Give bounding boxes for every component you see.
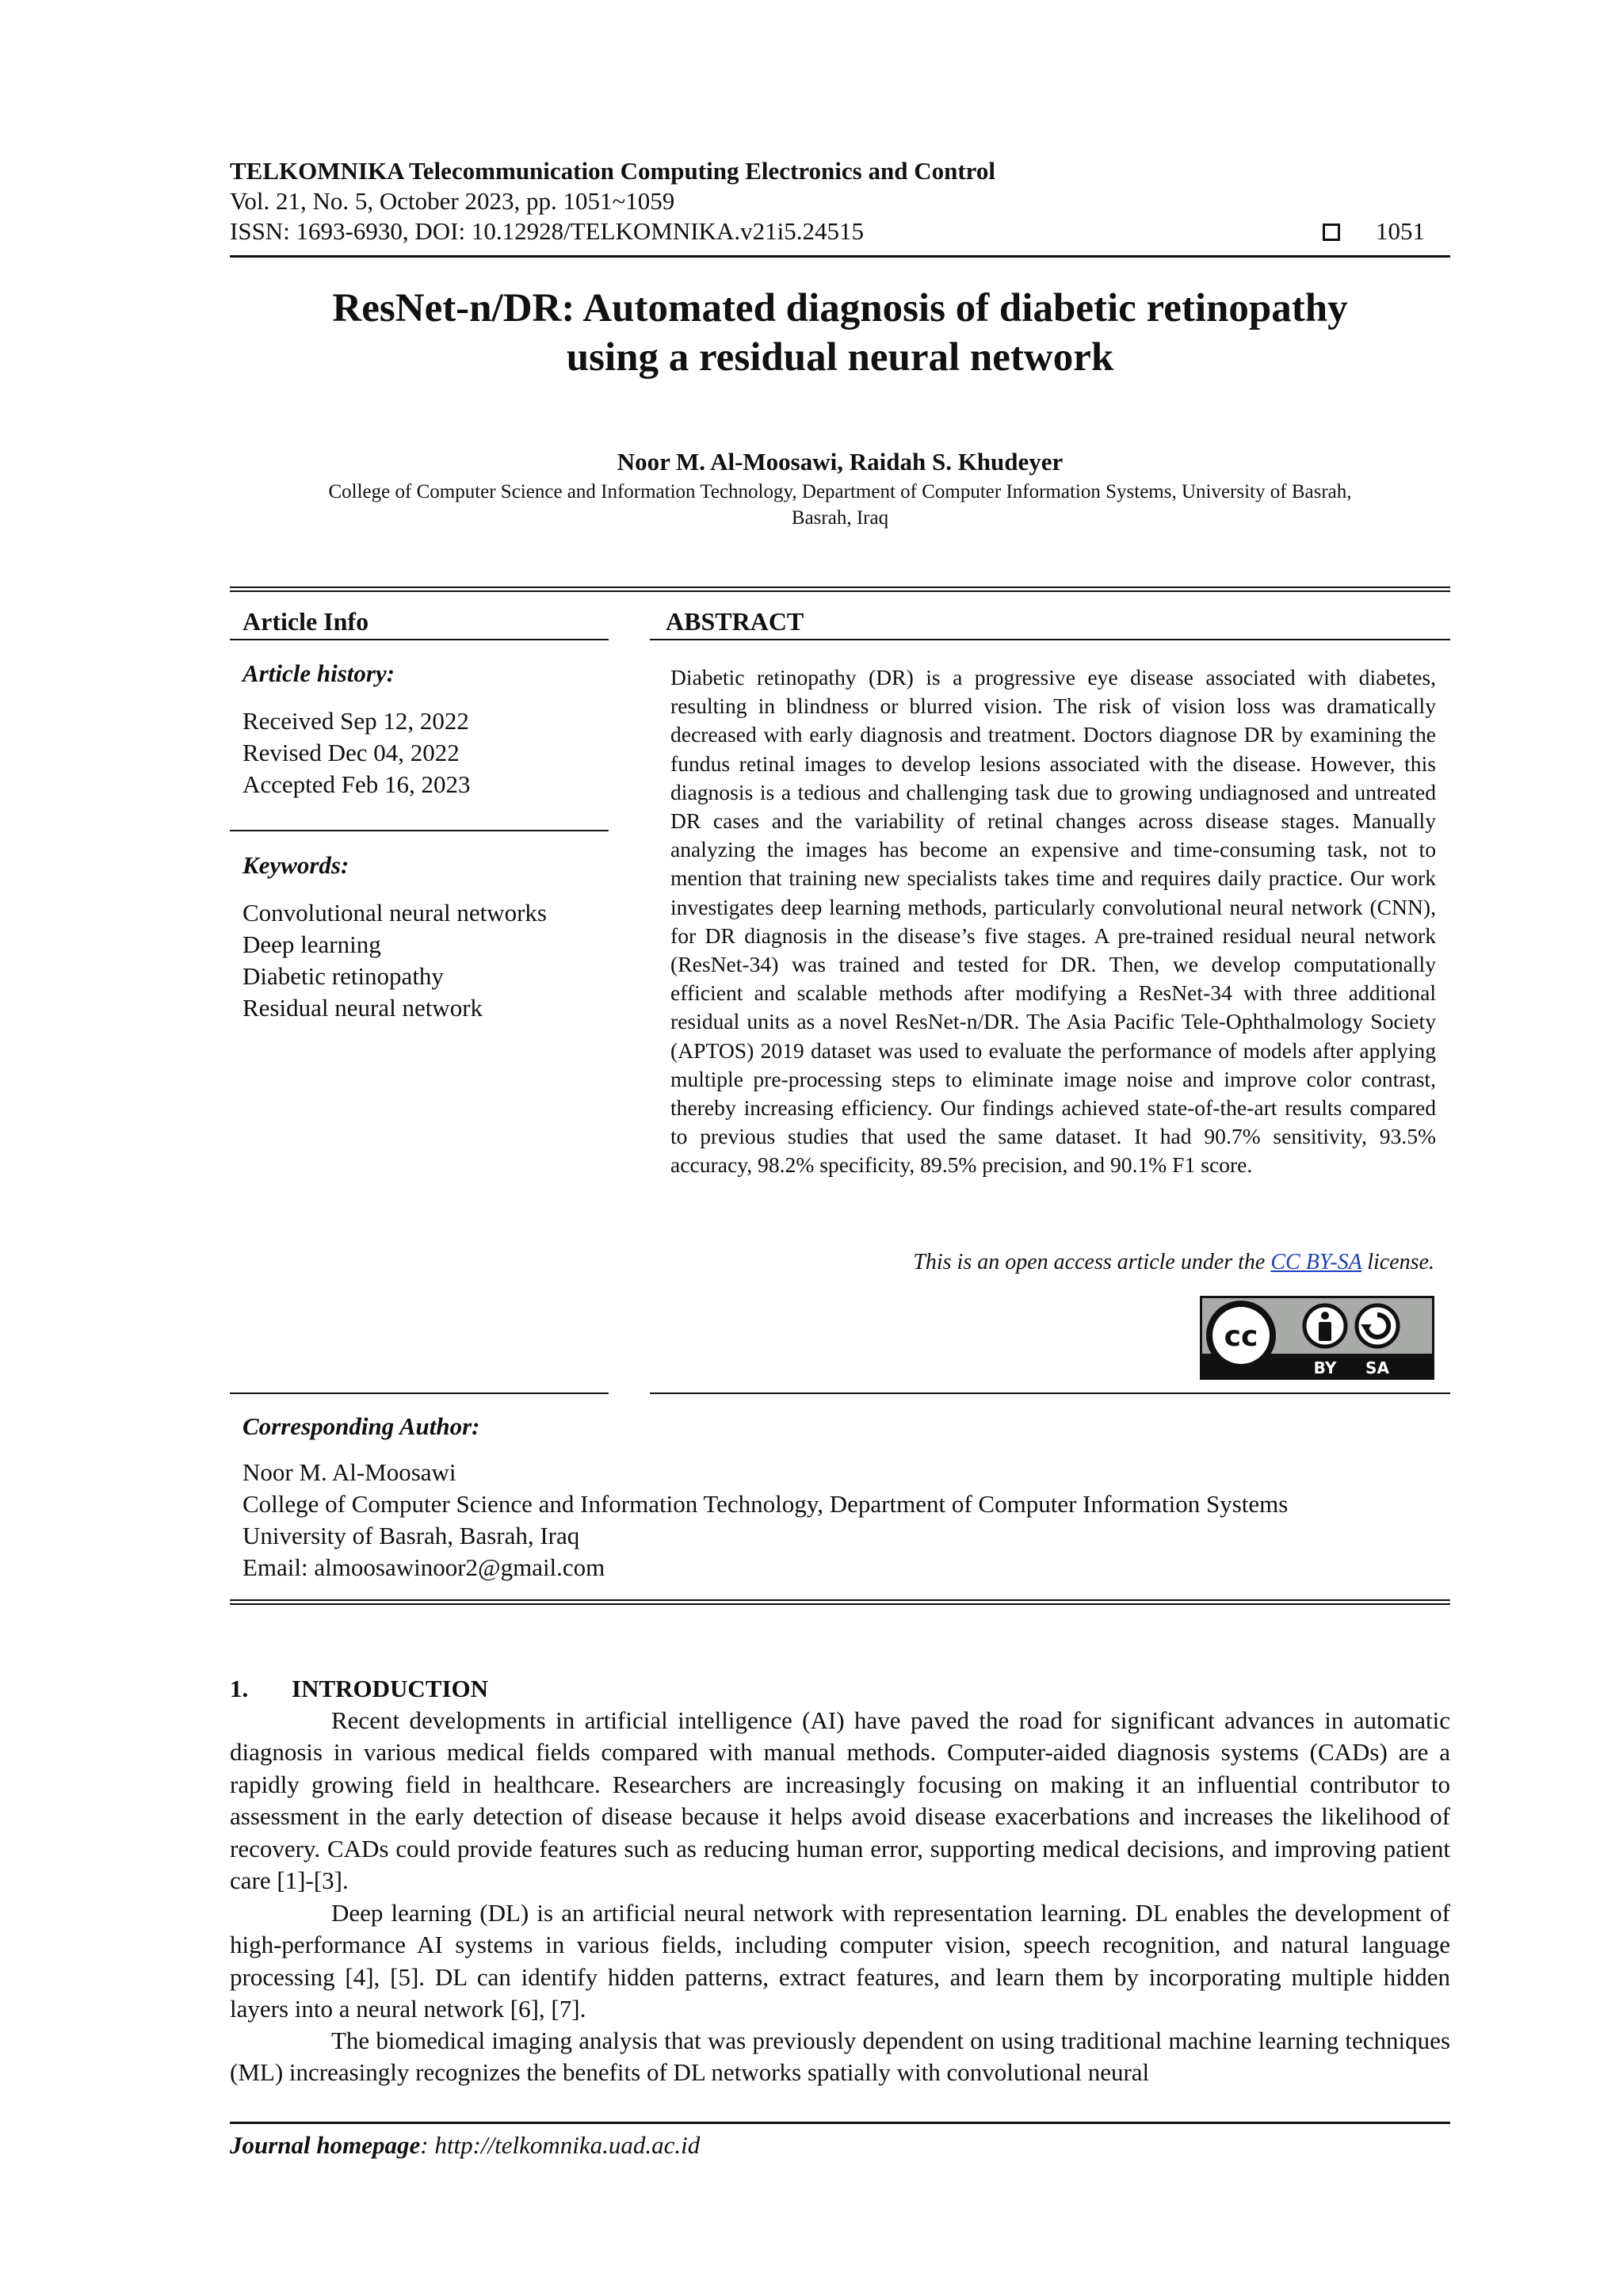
keywords-heading: Keywords: <box>242 851 349 879</box>
journal-name: TELKOMNIKA Telecommunication Computing Electronics and Control <box>230 157 995 185</box>
section-title: INTRODUCTION <box>292 1675 489 1702</box>
affiliation-line-1: College of Computer Science and Information Technology, Department of Computer Information Systems, University of Basrah, <box>328 481 1352 502</box>
page-number: 1051 <box>1376 217 1425 245</box>
introduction-heading <box>230 1673 488 1705</box>
authors: Noor M. Al-Moosawi, Raidah S. Khudeyer <box>617 448 1064 476</box>
cc-by-sa-link[interactable]: CC BY-SA <box>1270 1250 1362 1274</box>
article-history-heading: Article history: <box>242 659 395 687</box>
keyword: Deep learning <box>242 930 381 958</box>
history-rule <box>230 830 609 831</box>
info-box-top-rule <box>230 586 1450 592</box>
by-text: BY <box>1313 1358 1337 1377</box>
keyword: Diabetic retinopathy <box>242 962 444 990</box>
journal-volume: Vol. 21, No. 5, October 2023, pp. 1051~1059 <box>230 187 675 215</box>
homepage-label: Journal homepage <box>230 2131 421 2159</box>
info-box-bottom-rule <box>230 1599 1450 1605</box>
intro-paragraph-1: Recent developments in artificial intelligence (AI) have paved the road for significant advances in automatic diagnosis in various medical fields compared with manual methods. Computer-aided diagnosis systems (CADs) are a rapidly growing field in healthcare. Researchers are increasingly focusing on making it an influential contributor to assessment in the early detection of disease because it helps avoid disease exacerbations and increases the likelihood of recovery. CADs could provide features such as reducing human error, supporting medical decisions, and improving patient care [1]-[3]. <box>230 1706 1450 1895</box>
license-prefix: This is an open access article under the <box>913 1250 1271 1274</box>
paper-title <box>230 284 1450 382</box>
license-suffix: license. <box>1361 1250 1434 1274</box>
corresponding-author-block <box>242 1457 1288 1584</box>
article-info-bottom-rule <box>230 1392 609 1394</box>
revised-date: Revised Dec 04, 2022 <box>242 739 460 766</box>
intro-paragraph-2: Deep learning (DL) is an artificial neural network with representation learning. DL enables the development of high-performance AI systems in various fields, including computer vision, speech recognition, and natural language processing [4], [5]. DL can identify hidden patterns, extract features, and learn them by incorporating multiple hidden layers into a neural network [6], [7]. <box>230 1899 1450 2023</box>
keyword: Convolutional neural networks <box>242 899 547 926</box>
intro-paragraph-3: The biomedical imaging analysis that was previously dependent on using traditional machine learning techniques (ML) increasingly recognizes the benefits of DL networks spatially with convolutional neural <box>230 2027 1450 2087</box>
paper-title-line-1: ResNet-n/DR: Automated diagnosis of diabetic retinopathy <box>332 286 1348 330</box>
license-line <box>670 1247 1434 1278</box>
article-info-heading: Article Info <box>242 607 369 636</box>
author-name: Noor M. Al-Moosawi <box>242 1458 456 1486</box>
footer-rule <box>230 2122 1450 2124</box>
accepted-date: Accepted Feb 16, 2023 <box>242 770 471 798</box>
square-icon <box>1323 223 1340 241</box>
affiliation-line-2: Basrah, Iraq <box>791 507 889 529</box>
keyword: Residual neural network <box>242 994 483 1022</box>
affiliation <box>230 479 1450 531</box>
cc-by-sa-badge-icon[interactable] <box>1200 1296 1434 1380</box>
received-date: Received Sep 12, 2022 <box>242 707 469 735</box>
author-email: Email: almoosawinoor2@gmail.com <box>242 1553 605 1581</box>
cc-text: cc <box>1224 1320 1258 1353</box>
section-number: 1. <box>230 1675 249 1702</box>
article-info-rule <box>230 639 609 640</box>
abstract-text: Diabetic retinopathy (DR) is a progressive eye disease associated with diabetes, resulting in blindness or blurred vision. The risk of vision loss was dramatically decreased with early diagnosis and treatment. Doctors diagnose DR by examining the fundus retinal images to develop lesions associated with the disease. However, this diagnosis is a tedious and challenging task due to growing undiagnosed and untreated DR cases and the variability of retinal changes across disease stages. Manually analyzing the images has become an expensive and time-consuming task, not to mention that training new specialists takes time and requires daily practice. Our work investigates deep learning methods, particularly convolutional neural network (CNN), for DR diagnosis in the disease’s five stages. A pre-trained residual neural network (ResNet-34) was trained and tested for DR. Then, we develop computationally efficient and scalable methods after modifying a ResNet-34 with three additional residual units as a novel ResNet-n/DR. The Asia Pacific Tele-Ophthalmology Society (APTOS) 2019 dataset was used to evaluate the performance of models after applying multiple pre-processing steps to eliminate image noise and improve color contrast, thereby increasing efficiency. Our findings achieved state-of-the-art results compared to previous studies that used the same dataset. It had 90.7% sensitivity, 93.5% accuracy, 98.2% specificity, 89.5% precision, and 90.1% F1 score. <box>670 665 1436 1178</box>
journal-issn: ISSN: 1693-6930, DOI: 10.12928/TELKOMNIKA.v21i5.24515 <box>230 217 864 245</box>
homepage-url[interactable]: : http://telkomnika.uad.ac.id <box>420 2131 701 2159</box>
journal-homepage <box>230 2130 700 2161</box>
sa-text: SA <box>1365 1358 1389 1377</box>
paper-title-line-2: using a residual neural network <box>566 335 1114 380</box>
header-rule <box>230 255 1450 258</box>
corresponding-author-heading: Corresponding Author: <box>242 1412 480 1440</box>
abstract-heading: ABSTRACT <box>666 607 804 636</box>
author-department: College of Computer Science and Information Technology, Department of Computer Information Systems <box>242 1490 1289 1518</box>
abstract-bottom-rule <box>650 1392 1450 1394</box>
abstract-rule <box>650 639 1450 640</box>
author-university: University of Basrah, Basrah, Iraq <box>242 1522 580 1549</box>
